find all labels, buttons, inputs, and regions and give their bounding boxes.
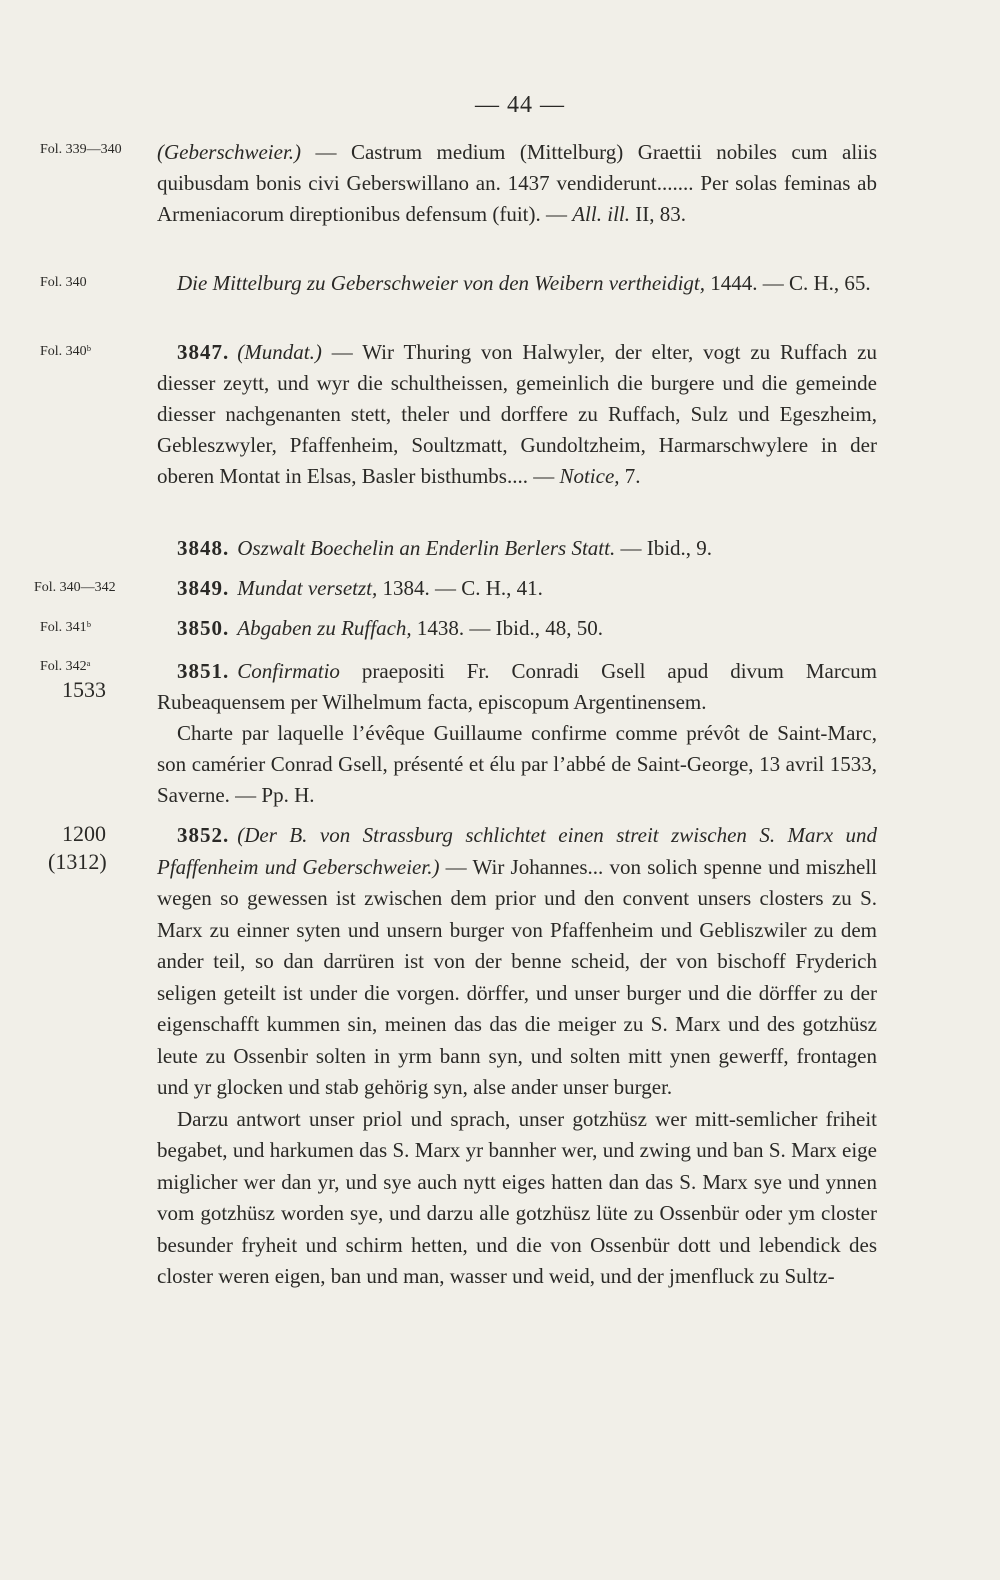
entry-title: Abgaben zu Ruffach,: [237, 616, 412, 640]
entry-ref-page: 7.: [619, 464, 641, 488]
entry-title: Die Mittelburg zu Geberschweier von den Weibern vertheidigt,: [177, 271, 705, 295]
entry-text: — Wir Johannes... von solich spenne und miszhell wegen so gewessen ist zwischen dem prior und den convent unsers closters zu S. Marx zu einner syten und unsern burger von Pfaffenheim und Gebliszwiler zu dem ander teil, so dan darrüren ist von der benne scheid, der von bischoff Fryderich seligen geteilt ist under die vorgen. dörffer, und unser burger und die dörffer zu der eigenschafft kummen sin, meinen das das die meiger zu S. Marx und des gotzhüsz leute zu Ossenbir solten in yrm bann syn, und solten mitt ynen gewerff, frontagen und yr glocken und stab gehörig syn, alse ander unser burger.: [157, 854, 877, 1099]
entry-number: 3849.: [177, 576, 230, 600]
entry-number: 3851.: [177, 659, 230, 683]
entry-body: [157, 820, 877, 1293]
entry-text: — Castrum medium (Mittelburg) Graettii nobiles cum aliis quibusdam bonis civi Geberswillano an. 1437 vendiderunt....... Per solas feminas ab Armeniacorum direptionibus defensum (fuit). —: [157, 140, 877, 226]
margin-year: 1200: [62, 821, 106, 846]
margin-folio: Fol. 342ᵃ: [40, 659, 91, 674]
margin-year-alt: (1312): [48, 849, 107, 874]
entry-ref-page: II, 83.: [629, 202, 686, 226]
entry-text: — Ibid., 9.: [615, 536, 713, 560]
entry-title: Confirmatio: [237, 659, 340, 683]
entry-title: Mundat versetzt,: [237, 576, 378, 600]
page-number: — 44 —: [475, 92, 565, 118]
entry-number: 3852.: [177, 823, 230, 847]
entry-text: 1444. — C. H., 65.: [705, 271, 871, 295]
margin-reference: Fol. 339—340: [40, 142, 122, 157]
entry-text: 1438. — Ibid., 48, 50.: [411, 616, 603, 640]
entry-number: 3847.: [177, 340, 230, 364]
entry-paragraph: Charte par laquelle l’évêque Guillaume confirme comme prévôt de Saint-Marc, son camérier Conrad Gsell, présenté et élu par l’abbé de Saint-George, 13 avril 1533, Saverne. — Pp. H.: [157, 721, 877, 807]
entry-body: [157, 137, 877, 230]
margin-reference: [40, 658, 160, 704]
margin-year: 1533: [62, 677, 106, 702]
entry-ref: All. ill.: [572, 202, 630, 226]
entry-title: (Geberschweier.): [157, 140, 302, 164]
entry-ref: Notice,: [559, 464, 620, 488]
margin-reference: Fol. 340ᵇ: [40, 344, 92, 359]
margin-reference: Fol. 340: [40, 275, 87, 290]
entry-body: [157, 613, 877, 644]
margin-reference: Fol. 340—342: [34, 580, 116, 595]
margin-reference: [40, 820, 160, 876]
entry-title: Oszwalt Boechelin an Enderlin Berlers Statt.: [237, 536, 616, 560]
entry-paragraph: Darzu antwort unser priol und sprach, unser gotzhüsz wer mitt-semlicher friheit begabet, und harkumen das S. Marx yr bannher wer, und zwing und ban S. Marx eige miglicher wer dan yr, und sye auch nytt eiges hatten dan das S. Marx sye und ynnen vom gotzhüsz worden sye, und darzu alle gotzhüsz lüte zu Ossenbür oder ym closter besunder fryheit und schirm hetten, und die von Ossenbür dott und lebendick des closter weren eigen, ban und man, wasser und weid, und der jmenfluck zu Sultz-: [157, 1106, 877, 1288]
entry-title: (Der B. von Strassburg schlichtet einen streit zwischen S. Marx und Pfaffenheim und Geberschweier.): [157, 823, 877, 879]
entry-title: (Mundat.): [237, 340, 322, 364]
entry-number: 3850.: [177, 616, 230, 640]
entry-text: 1384. — C. H., 41.: [377, 576, 543, 600]
entry-number: 3848.: [177, 536, 230, 560]
margin-reference: Fol. 341ᵇ: [40, 620, 92, 635]
entry-body: [157, 268, 877, 299]
entry-text: — Wir Thuring von Halwyler, der elter, vogt zu Ruffach zu diesser zeytt, und wyr die schultheissen, gemeinlich die burgere und die gemeinde diesser nachgenanten stett, theler und dorffere zu Ruffach, Sulz und Egeszheim, Gebleszwyler, Pfaffenheim, Soultzmatt, Gundoltzheim, Harmarschwylere in der oberen Montat in Elsas, Basler bisthumbs.... —: [157, 340, 877, 488]
entry-text: praepositi Fr. Conradi Gsell apud divum Marcum Rubeaquensem per Wilhelmum facta, episcopum Argentinensem.: [157, 659, 877, 714]
entry-body: [157, 533, 877, 564]
entry-body: [157, 337, 877, 492]
entry-body: [157, 656, 877, 811]
entry-body: [157, 573, 877, 604]
